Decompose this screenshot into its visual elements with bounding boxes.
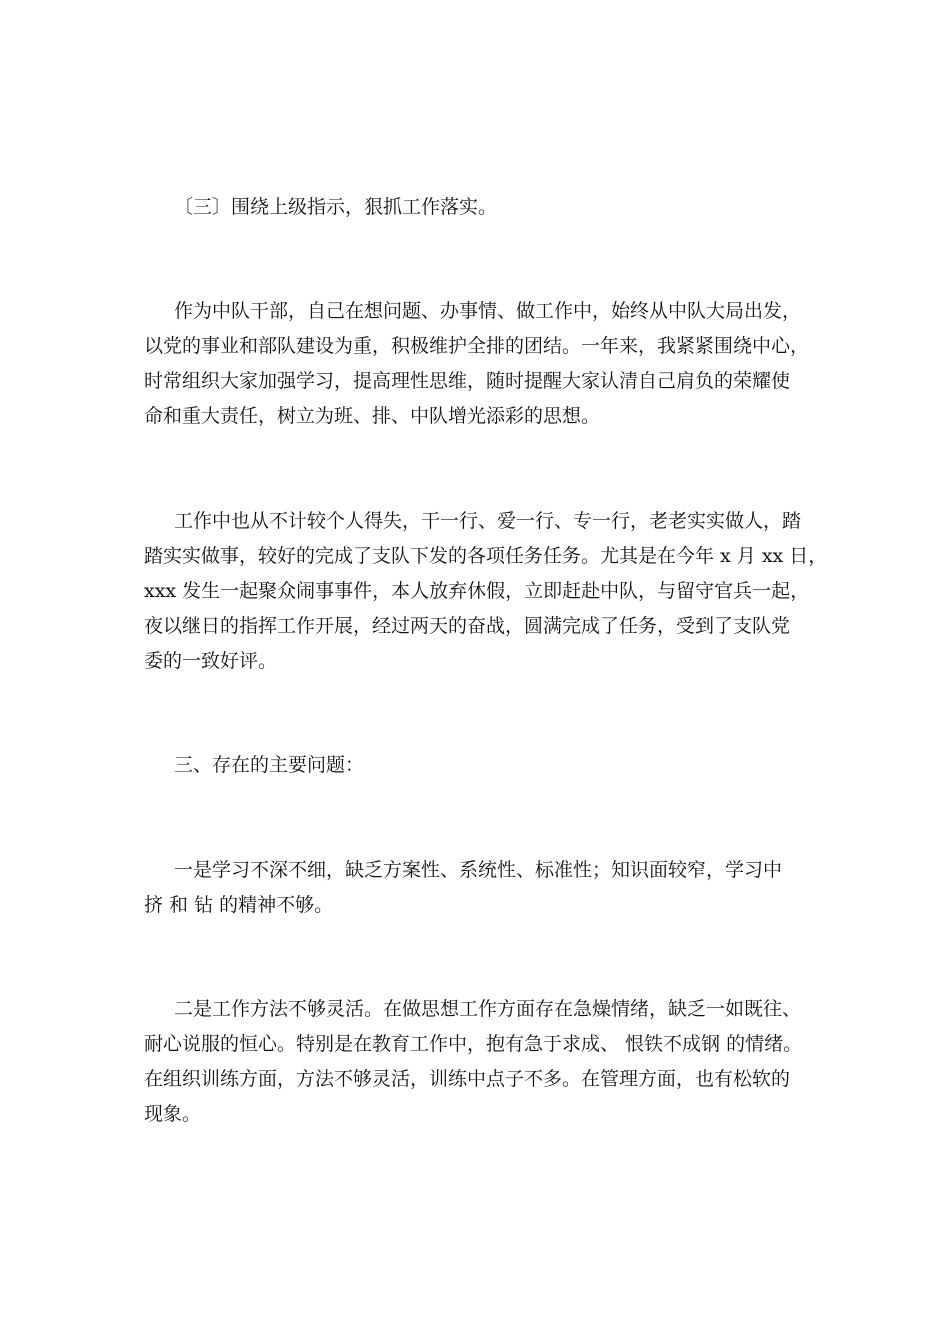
paragraph-line: 踏实实做事，较好的完成了支队下发的各项任务任务。尤其是在今年 x 月 xx 日， bbox=[144, 545, 828, 567]
paragraph-line: 二是工作方法不够灵活。在做思想工作方面存在急燥情绪，缺乏一如既往、 bbox=[174, 998, 802, 1020]
paragraph-line: 时常组织大家加强学习，提高理性思维，随时提醒大家认清自己肩负的荣耀使 bbox=[144, 370, 791, 392]
paragraph-line: 夜以继日的指挥工作开展，经过两天的奋战，圆满完成了任务，受到了支队党 bbox=[144, 615, 791, 637]
paragraph-line: 以党的事业和部队建设为重，积极维护全排的团结。一年来，我紧紧围绕中心， bbox=[144, 335, 810, 357]
section-heading-3: 〔三〕围绕上级指示，狠抓工作落实。 bbox=[174, 196, 498, 218]
paragraph-line: 耐心说服的恒心。特别是在教育工作中，抱有急于求成、 恨铁不成钢 的情绪。 bbox=[144, 1033, 803, 1055]
paragraph-line: 现象。 bbox=[144, 1103, 202, 1125]
paragraph-line: xxx 发生一起聚众闹事事件，本人放弃休假，立即赶赴中队，与留守官兵一起， bbox=[144, 580, 810, 602]
paragraph-line: 在组织训练方面，方法不够灵活，训练中点子不多。在管理方面，也有松软的 bbox=[144, 1068, 791, 1090]
paragraph-line: 工作中也从不计较个人得失，干一行、爱一行、专一行，老老实实做人，踏 bbox=[174, 510, 802, 532]
section-heading-problems: 三、存在的主要问题： bbox=[174, 754, 365, 776]
paragraph-line: 作为中队干部，自己在想问题、办事情、做工作中，始终从中队大局出发， bbox=[174, 300, 802, 322]
paragraph-line: 委的一致好评。 bbox=[144, 650, 278, 672]
paragraph-line: 挤 和 钻 的精神不够。 bbox=[144, 894, 334, 916]
paragraph-line: 一是学习不深不细，缺乏方案性、系统性、标准性；知识面较窄，学习中 bbox=[174, 859, 783, 881]
paragraph-line: 命和重大责任，树立为班、排、中队增光添彩的思想。 bbox=[144, 405, 601, 427]
